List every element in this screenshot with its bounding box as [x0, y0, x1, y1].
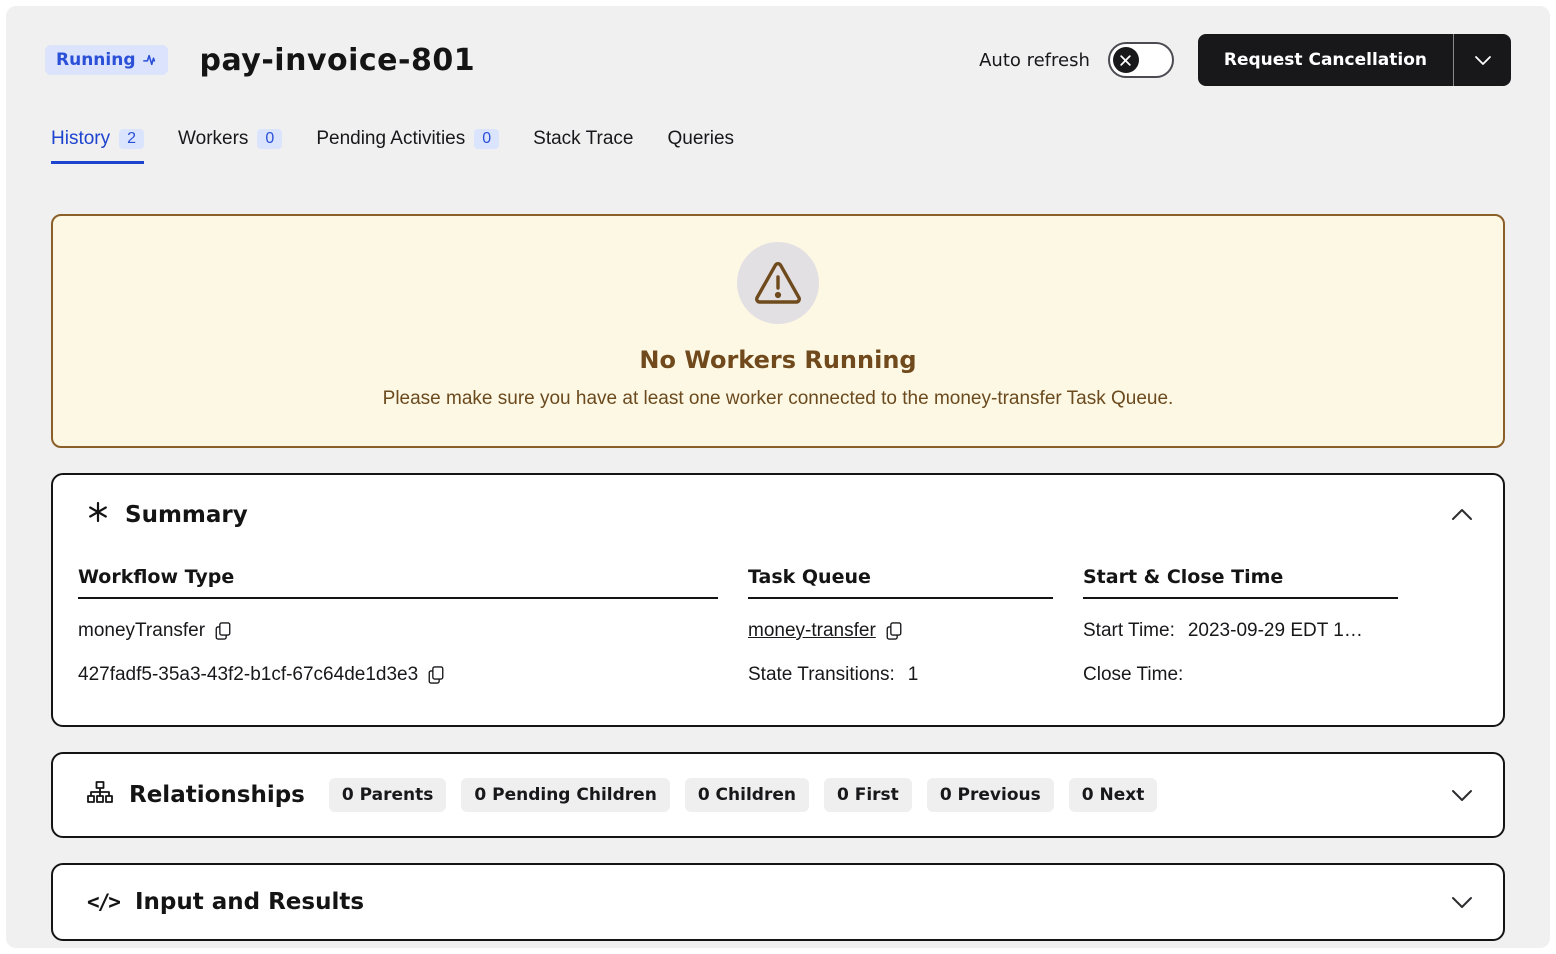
page-header: [6, 6, 1550, 86]
copy-icon[interactable]: [885, 621, 903, 641]
tab-pending-activities[interactable]: [316, 128, 499, 164]
relationships-header: [53, 754, 1503, 836]
relationships-title: Relationships: [129, 782, 305, 808]
column-header: Task Queue: [748, 566, 1053, 599]
close-time-label: Close Time:: [1083, 664, 1184, 685]
page-title: pay-invoice-801: [199, 42, 476, 78]
input-results-title: Input and Results: [134, 889, 365, 915]
warning-icon-circle: [737, 242, 819, 324]
banner-title: No Workers Running: [639, 346, 917, 374]
start-time-label: Start Time:: [1083, 620, 1175, 641]
start-time-value: 2023-09-29 EDT 1…: [1187, 620, 1363, 641]
task-queue-column: [748, 566, 1053, 687]
input-results-header: [53, 865, 1503, 939]
column-header: Workflow Type: [78, 566, 718, 599]
run-id-value: 427fadf5-35a3-43f2-b1cf-67c64de1d3e3: [78, 664, 419, 685]
close-time-row: [1083, 663, 1398, 687]
summary-title: Summary: [125, 501, 248, 528]
state-transitions-label: State Transitions:: [748, 664, 895, 685]
children-badge: 0 Children: [685, 778, 809, 812]
tab-label: Queries: [667, 128, 735, 149]
summary-collapse-button[interactable]: [1451, 508, 1473, 521]
tab-workers[interactable]: [178, 128, 282, 164]
state-transitions-row: [748, 663, 1053, 687]
tab-count-badge: 2: [119, 129, 144, 149]
banner-message: Please make sure you have at least one worker connected to the money-transfer Task Queue.: [382, 388, 1174, 409]
tab-label: Workers: [178, 128, 249, 149]
workflow-type-row: [78, 619, 718, 643]
copy-icon[interactable]: [214, 621, 232, 641]
request-cancellation-button[interactable]: Request Cancellation: [1198, 34, 1453, 86]
chevron-down-icon: [1451, 896, 1473, 909]
tab-history[interactable]: [51, 128, 144, 164]
tab-label: History: [51, 128, 111, 149]
pending-children-badge: 0 Pending Children: [461, 778, 669, 812]
code-icon: </>: [87, 890, 119, 914]
cancellation-button-group: [1198, 34, 1511, 86]
tab-stack-trace[interactable]: [533, 128, 633, 164]
previous-badge: 0 Previous: [927, 778, 1054, 812]
tab-label: Pending Activities: [316, 128, 466, 149]
tab-bar: [6, 128, 1550, 164]
task-queue-row: [748, 619, 1053, 643]
cancellation-dropdown-button[interactable]: [1453, 34, 1511, 86]
summary-header: [53, 475, 1503, 528]
input-results-card: [51, 863, 1505, 941]
first-badge: 0 First: [824, 778, 912, 812]
chevron-down-icon: [1451, 789, 1473, 802]
relationships-expand-button[interactable]: [1451, 789, 1473, 802]
workflow-detail-page: [6, 6, 1550, 948]
workflow-type-value: moneyTransfer: [78, 620, 206, 641]
status-label: Running: [56, 50, 136, 70]
start-time-row: [1083, 619, 1398, 643]
task-queue-link[interactable]: money-transfer: [748, 620, 876, 641]
copy-icon[interactable]: [427, 665, 445, 685]
toggle-knob: [1113, 47, 1139, 73]
heartbeat-icon: [143, 53, 157, 67]
summary-card: [51, 473, 1505, 727]
parents-badge: 0 Parents: [329, 778, 446, 812]
next-badge: 0 Next: [1069, 778, 1158, 812]
workflow-type-column: [78, 566, 718, 687]
status-badge: [45, 45, 168, 75]
chevron-down-icon: [1474, 55, 1492, 66]
tab-queries[interactable]: [667, 128, 734, 164]
tab-label: Stack Trace: [533, 128, 634, 149]
time-column: [1083, 566, 1398, 687]
relationship-badges: [329, 778, 1157, 812]
relationships-card: [51, 752, 1505, 838]
auto-refresh-toggle[interactable]: [1108, 42, 1174, 78]
no-workers-banner: [51, 214, 1505, 448]
warning-triangle-icon: [754, 261, 802, 305]
auto-refresh-label: Auto refresh: [979, 49, 1090, 71]
input-results-expand-button[interactable]: [1451, 896, 1473, 909]
state-transitions-value: 1: [907, 664, 919, 685]
close-icon: [1119, 54, 1132, 67]
chevron-up-icon: [1451, 508, 1473, 521]
tab-count-badge: 0: [257, 129, 282, 149]
tab-count-badge: 0: [474, 129, 499, 149]
summary-grid: [53, 528, 1503, 725]
asterisk-icon: [87, 501, 109, 528]
run-id-row: [78, 663, 718, 687]
column-header: Start & Close Time: [1083, 566, 1398, 599]
hierarchy-icon: [87, 780, 113, 811]
